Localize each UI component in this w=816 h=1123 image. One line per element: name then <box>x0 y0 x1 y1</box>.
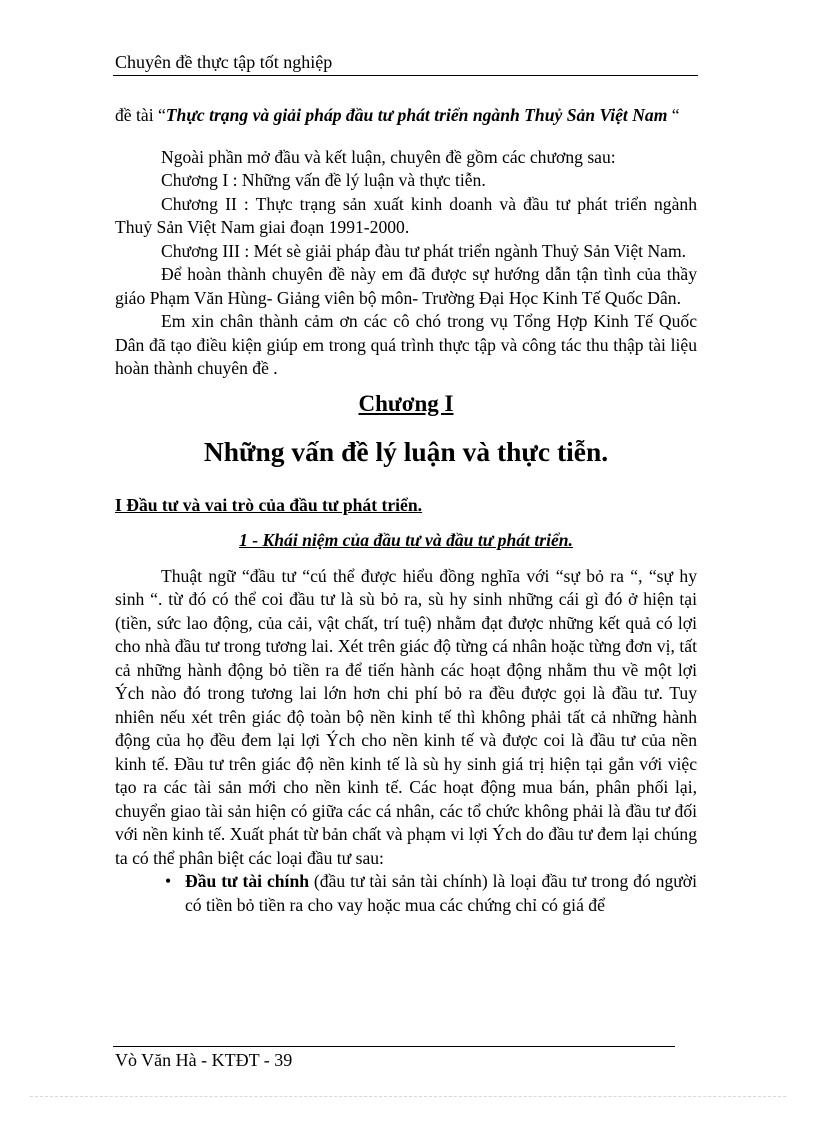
topic-prefix: đề tài “ <box>115 105 166 125</box>
bullet-dot-icon: • <box>165 871 172 891</box>
page-header: Chuyên đề thực tập tốt nghiệp <box>115 52 333 72</box>
acknowledgement-paragraph-1: Để hoàn thành chuyên đề này em đã được sự hướng dẫn tận tình của thầy giáo Phạm Văn Hùng- Giảng viên bộ môn- Trường Đại Học Kinh Tế Quốc Dân. <box>115 264 697 308</box>
bullet-term: Đầu tư tài chính <box>185 871 310 891</box>
outline-lead: Ngoài phần mở đầu và kết luận, chuyên đề gồm các chương sau: <box>161 146 616 167</box>
section-heading: I Đầu tư và vai trò của đầu tư phát triển. <box>115 494 423 515</box>
bullet-item <box>115 870 697 917</box>
topic-paragraph <box>115 104 697 128</box>
header-divider <box>113 75 698 76</box>
topic-suffix: “ <box>667 105 680 125</box>
outline-chapter-2: Chương II : Thực trạng sản xuất kinh doanh và đầu tư phát triển ngành Thuỷ Sản Việt Nam giai đoạn 1991-2000. <box>115 193 697 237</box>
topic-title: Thực trạng và giải pháp đầu tư phát triển ngành Thuỷ Sản Việt Nam <box>165 105 668 125</box>
chapter-label: Chương I <box>358 390 454 416</box>
chapter-title: Những vấn đề lý luận và thực tiễn. <box>203 435 609 467</box>
footer-divider <box>113 1046 675 1047</box>
outline-chapter-1: Chương I : Những vấn đề lý luận và thực tiễn. <box>161 170 486 190</box>
bullet-text: (đầu tư tài sản tài chính) là loại đầu tư trong đó người có tiền bỏ tiền ra cho vay hoặc mua các chứng chỉ có giá để <box>185 871 697 915</box>
body-paragraph: Thuật ngữ “đầu tư “cú thể được hiểu đồng nghĩa với “sự bỏ ra “, “sự hy sinh “. từ đó có thể coi đầu tư là sù bỏ ra, sù hy sinh những cái gì đó ở hiện tại (tiền, sức lao động, của cải, vật chất, trí tuệ) nhằm đạt được những kết quả có lợi cho nhà đầu tư trong tương lai. Xét trên giác độ từng cá nhân hoặc từng đơn vị, tất cả những hành động bỏ tiền ra để tiến hành các hoạt động nhằm thu về một lợi Ých nào đó trong tương lai lớn hơn chi phí bỏ ra đều được gọi là đầu tư. Tuy nhiên nếu xét trên giác độ toàn bộ nền kinh tế thì không phải tất cả những hành động của họ đều đem lại lợi Ých cho nền kinh tế và được coi là đầu tư của nền kinh tế. Đầu tư trên giác độ nền kinh tế là sù hy sinh giá trị hiện tại gắn với việc tạo ra các tài sản mới cho nền kinh tế. Các hoạt động mua bán, phân phối lại, chuyển giao tài sản hiện có giữa các cá nhân, các tổ chức không phải là đầu tư đối với nền kinh tế. Xuất phát từ bản chất và phạm vi lợi Ých do đầu tư đem lại chúng ta có thể phân biệt các loại đầu tư sau: <box>115 565 697 868</box>
page-footer: Vò Văn Hà - KTĐT - 39 <box>115 1050 293 1070</box>
subsection-heading: 1 - Khái niệm của đầu tư và đầu tư phát triển. <box>239 530 573 550</box>
acknowledgement-paragraph-2: Em xin chân thành cảm ơn các cô chó trong vụ Tổng Hợp Kinh Tế Quốc Dân đã tạo điều kiện giúp em trong quá trình thực tập và công tác thu thập tài liệu hoàn thành chuyên đề . <box>115 311 697 378</box>
outline-chapter-3: Chương III : Mét sè giải pháp đàu tư phát triển ngành Thuỷ Sản Việt Nam. <box>161 240 687 261</box>
page-boundary-line <box>30 1096 786 1097</box>
page-content <box>115 104 697 917</box>
